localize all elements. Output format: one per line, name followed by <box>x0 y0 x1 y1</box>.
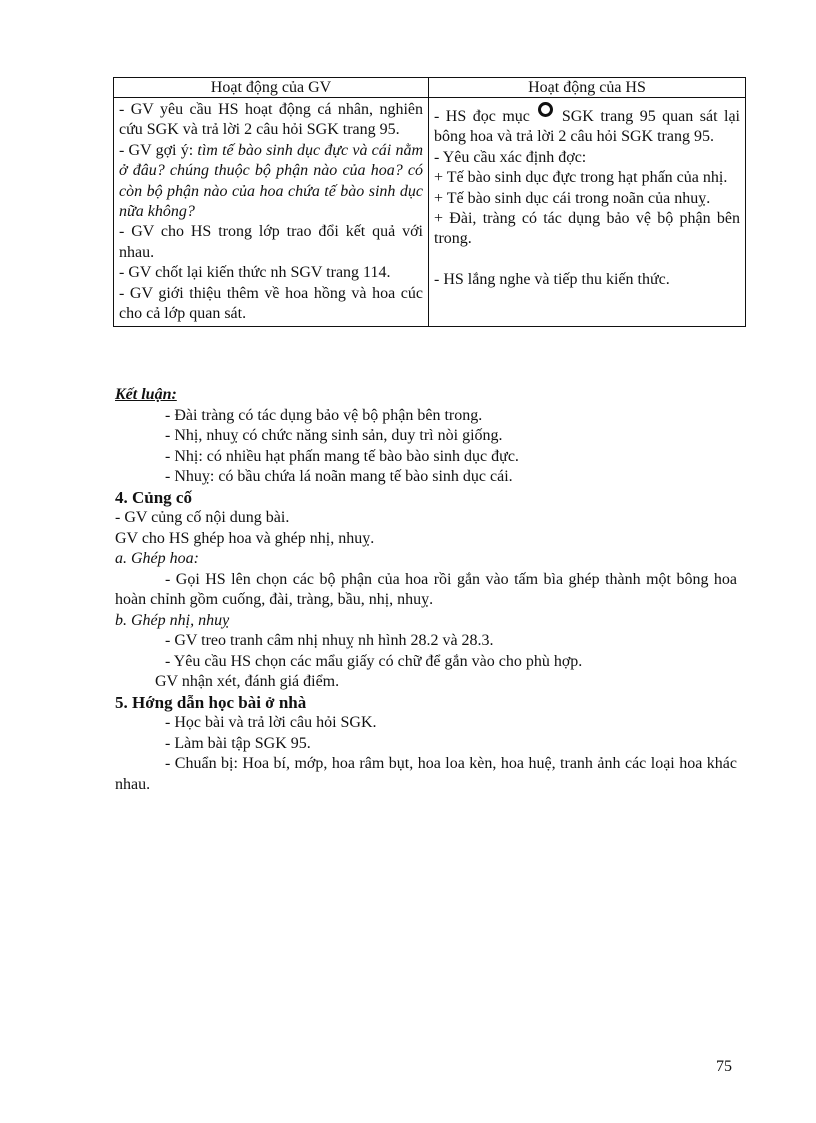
hs-line: + Đài, tràng có tác dụng bảo vệ bộ phận bên trong. <box>434 210 740 248</box>
header-gv: Hoạt động của GV <box>114 78 429 98</box>
conclusion-item: - Đài tràng có tác dụng bảo vệ bộ phận bên trong. <box>165 406 483 424</box>
section-4-line: GV cho HS ghép hoa và ghép nhị, nhuỵ. <box>115 529 375 547</box>
gv-hint-lead: - GV gợi ý: <box>119 141 198 159</box>
section-4-title: 4. Củng cố <box>115 487 192 507</box>
section-circle-icon <box>538 102 553 117</box>
hs-cell <box>429 98 746 327</box>
table-row <box>114 98 746 327</box>
gv-cell <box>114 98 429 327</box>
subsection-a-text: - Gọi HS lên chọn các bộ phận của hoa rồi gắn vào tấm bìa ghép thành một bông hoa hoàn chỉnh gồm cuống, đài, tràng, bầu, nhị, nhuỵ. <box>115 570 737 608</box>
gv-hint <box>119 141 423 223</box>
subsection-b-line: GV nhận xét, đánh giá điểm. <box>155 673 340 690</box>
subsection-b-line: - Yêu cầu HS chọn các mẩu giấy có chữ để gắn vào cho phù hợp. <box>165 652 583 670</box>
hs-read-before: - HS đọc mục <box>434 108 530 125</box>
lesson-body <box>115 385 737 795</box>
header-hs: Hoạt động của HS <box>429 78 746 98</box>
subsection-a-title: a. Ghép hoa: <box>115 550 199 567</box>
subsection-b-title: b. Ghép nhị, nhuỵ <box>115 611 230 629</box>
section-5-line: - Học bài và trả lời câu hỏi SGK. <box>165 714 377 731</box>
page-number: 75 <box>716 1058 732 1075</box>
hs-line: - HS lắng nghe và tiếp thu kiến thức. <box>434 270 670 288</box>
hs-read-after: SGK trang 95 quan sát lại bông hoa và trả lời 2 câu hỏi SGK trang 95. <box>434 108 741 146</box>
section-4-line: - GV củng cố nội dung bài. <box>115 509 290 526</box>
hs-line: + Tế bào sinh dục cái trong noãn của nhuỵ. <box>434 189 711 207</box>
gv-hint-question: tìm tế bào sinh dục đực và cái nằm ở đâu? chúng thuộc bộ phận nào của hoa? có còn bộ phận nào của hoa chứa tế bào sinh dục nữa không? <box>119 141 424 221</box>
gv-line: - GV chốt lại kiến thức nh SGV trang 114. <box>119 264 391 282</box>
activity-table <box>113 77 746 327</box>
conclusion-item: - Nhị: có nhiều hạt phấn mang tế bào bào sinh dục đực. <box>165 447 519 465</box>
section-5-title: 5. Hớng dẫn học bài ở nhà <box>115 692 307 712</box>
gv-line: - GV giới thiệu thêm về hoa hồng và hoa cúc cho cả lớp quan sát. <box>119 284 423 323</box>
section-5-line: - Làm bài tập SGK 95. <box>165 734 311 752</box>
gv-line: - GV yêu cầu HS hoạt động cá nhân, nghiên cứu SGK và trả lời 2 câu hỏi SGK trang 95. <box>119 101 423 139</box>
section-5-prep: - Chuẩn bị: Hoa bí, mớp, hoa râm bụt, hoa loa kèn, hoa huệ, tranh ảnh các loại hoa khác nhau. <box>115 755 737 793</box>
conclusion-title: Kết luận: <box>115 386 177 403</box>
conclusion-item: - Nhuỵ: có bầu chứa lá noãn mang tế bào sinh dục cái. <box>165 468 513 485</box>
conclusion-item: - Nhị, nhuỵ có chức năng sinh sản, duy trì nòi giống. <box>165 427 503 444</box>
spacer <box>434 250 740 270</box>
hs-line: + Tế bào sinh dục đực trong hạt phấn của nhị. <box>434 169 728 187</box>
gv-line: - GV cho HS trong lớp trao đổi kết quả với nhau. <box>119 223 423 261</box>
hs-line: - Yêu cầu xác định đợc: <box>434 148 587 166</box>
hs-read-line <box>434 100 740 148</box>
table-header-row <box>114 78 746 98</box>
subsection-b-line: - GV treo tranh câm nhị nhuỵ nh hình 28.2 và 28.3. <box>165 632 494 649</box>
